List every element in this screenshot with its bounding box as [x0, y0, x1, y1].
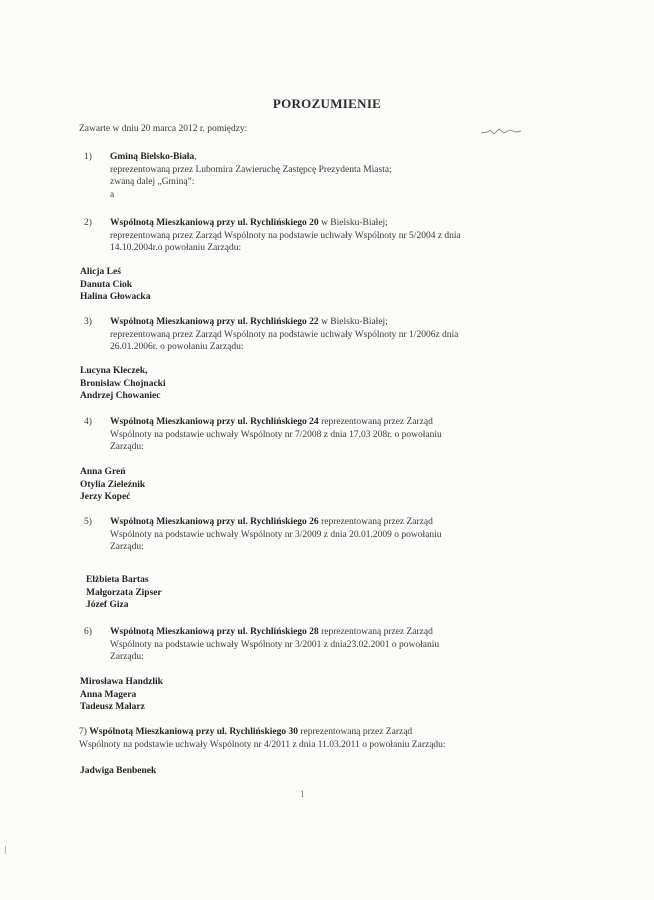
- party-name: Wspólnotą Mieszkaniową przy ul. Rychlińskiego 20: [110, 218, 319, 228]
- party-line: Wspólnoty na podstawie uchwały Wspólnoty nr 3/2001 z dnia23.02.2001 o powołaniu: [110, 639, 440, 650]
- members-5: [86, 574, 162, 612]
- document-title: POROZUMIENIE: [272, 96, 382, 111]
- member-name: Bronisław Chojnacki: [80, 378, 166, 389]
- member-name: Anna Greń: [80, 467, 126, 477]
- member-name: Józef Giza: [86, 600, 129, 610]
- item-number: 2): [84, 218, 92, 228]
- members-4: [80, 466, 145, 504]
- party-name: Wspólnotą Mieszkaniową przy ul. Rychlińskiego 22: [110, 317, 319, 327]
- party-1: [84, 151, 392, 201]
- member-name: Alicja Leś: [80, 267, 121, 277]
- party-line: Zarządu:: [110, 542, 144, 552]
- party-name-suffix: reprezentowaną przez Zarząd: [318, 417, 433, 427]
- member-name: Otylia Zieleźnik: [80, 479, 146, 490]
- page-number: 1: [300, 790, 305, 800]
- members-3: [80, 365, 166, 403]
- party-line: reprezentowaną przez Lubomira Zawieruchę Zastępcę Prezydenta Miasta;: [110, 164, 392, 175]
- member-name: Anna Magera: [80, 689, 137, 700]
- party-line: reprezentowaną przez Zarząd Wspólnoty na podstawie uchwały Wspólnoty nr 5/2004 z dnia: [110, 230, 461, 241]
- party-line: Wspólnoty na podstawie uchwały Wspólnoty nr 3/2009 z dnia 20.01.2009 o powołaniu: [110, 529, 442, 540]
- item-number: 1): [84, 152, 92, 162]
- party-3: [84, 316, 458, 354]
- members-7: [80, 765, 156, 778]
- party-name-suffix: reprezentowaną przez Zarząd: [318, 517, 433, 527]
- party-name: Wspólnotą Mieszkaniową przy ul. Rychlińskiego 24: [110, 417, 319, 427]
- party-6: [84, 626, 439, 664]
- party-line: Zarządu:: [110, 442, 144, 452]
- party-line: Wspólnoty na podstawie uchwały Wspólnoty nr 7/2008 z dnia 17.03 208r. o powołaniu: [110, 429, 442, 440]
- party-line: zwaną dalej „Gminą”:: [110, 177, 195, 187]
- party-name-suffix: ,: [194, 152, 197, 162]
- member-name: Tadeusz Malarz: [80, 702, 145, 712]
- scan-mark: [5, 846, 6, 854]
- item-number: 7): [79, 727, 87, 737]
- member-name: Małgorzata Zipser: [86, 587, 162, 598]
- member-name: Jadwiga Benbenek: [80, 766, 157, 776]
- item-number: 6): [84, 627, 92, 637]
- party-4: [84, 416, 442, 454]
- item-number: 4): [84, 417, 92, 427]
- party-5: [84, 516, 442, 554]
- member-name: Halina Głowacka: [80, 292, 151, 302]
- item-number: 5): [84, 517, 92, 527]
- members-2: [80, 266, 150, 304]
- party-line: 26.01.2006r. o powołaniu Zarządu:: [110, 342, 244, 352]
- party-name: Gminą Bielsko-Biała: [110, 152, 195, 162]
- member-name: Mirosława Handzlik: [80, 677, 163, 687]
- party-name-suffix: w Bielsku-Białej;: [318, 317, 388, 327]
- item-number: 3): [84, 317, 92, 327]
- party-line: a: [110, 189, 115, 200]
- party-7: [79, 726, 446, 751]
- member-name: Elżbieta Bartas: [86, 575, 149, 585]
- party-name: Wspólnotą Mieszkaniową przy ul. Rychlińskiego 26: [110, 517, 319, 527]
- intro-line: Zawarte w dniu 20 marca 2012 r. pomiędzy:: [79, 124, 248, 134]
- member-name: Jerzy Kopeć: [80, 492, 131, 502]
- party-name-suffix: reprezentowaną przez Zarząd: [297, 727, 413, 737]
- member-name: Lucyna Kleczek,: [80, 366, 148, 376]
- handwritten-mark: [480, 125, 522, 137]
- party-line: Wspólnoty na podstawie uchwały Wspólnoty nr 4/2011 z dnia 11.03.2011 o powołaniu Zarządu:: [79, 739, 446, 750]
- party-line: Zarządu:: [110, 652, 144, 662]
- party-line: reprezentowaną przez Zarząd Wspólnoty na podstawie uchwały Wspólnoty nr 1/2006z dnia: [110, 329, 459, 340]
- members-6: [80, 676, 163, 714]
- party-name: Wspólnotą Mieszkaniową przy ul. Rychlińskiego 30: [89, 727, 298, 737]
- party-2: [84, 217, 461, 255]
- member-name: Danuta Ciok: [80, 279, 132, 290]
- party-name-suffix: w Bielsku-Białej;: [318, 218, 388, 228]
- party-name-suffix: reprezentowaną przez Zarząd: [318, 627, 433, 637]
- party-line: 14.10.2004r.o powołaniu Zarządu:: [110, 243, 242, 253]
- party-name: Wspólnotą Mieszkaniową przy ul. Rychlińskiego 28: [110, 627, 319, 637]
- member-name: Andrzej Chowaniec: [80, 391, 161, 401]
